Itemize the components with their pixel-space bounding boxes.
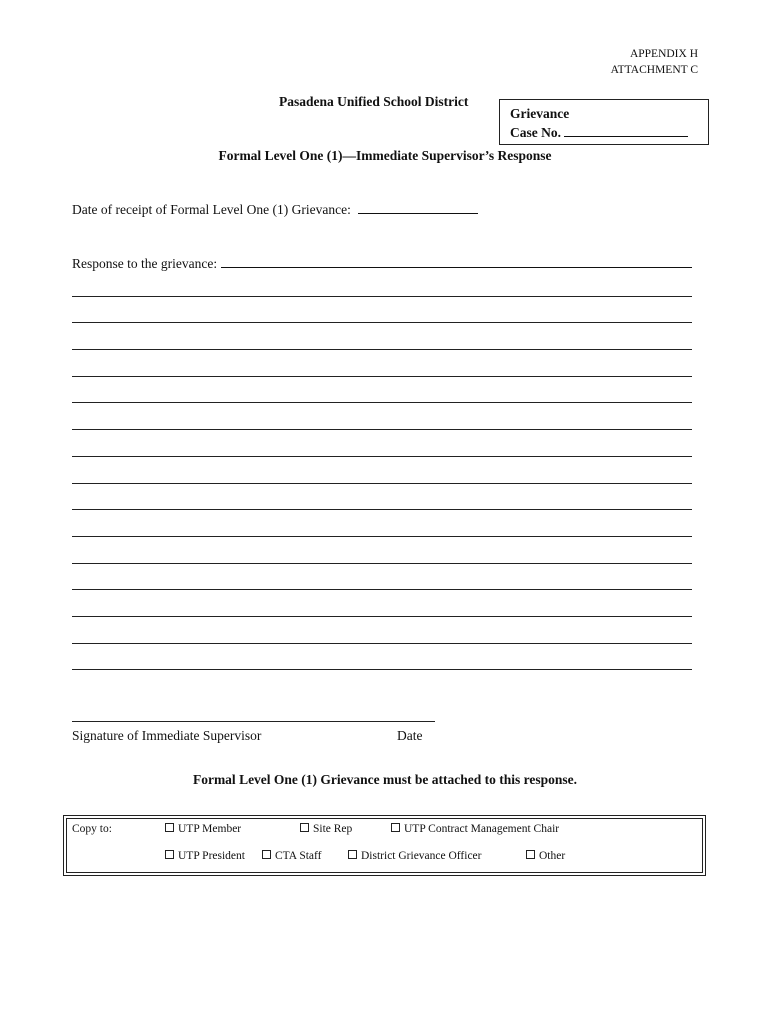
checkbox-label: UTP President <box>178 850 245 862</box>
response-line[interactable] <box>72 669 692 670</box>
response-line[interactable] <box>72 483 692 484</box>
response-line[interactable] <box>72 402 692 403</box>
signature-line[interactable] <box>72 721 435 722</box>
response-line[interactable] <box>72 536 692 537</box>
response-line[interactable] <box>72 322 692 323</box>
case-number-label: Case No. <box>510 125 561 140</box>
checkbox-site-rep[interactable] <box>300 823 352 835</box>
case-number-field[interactable] <box>564 123 688 137</box>
checkbox-label: CTA Staff <box>275 850 322 862</box>
response-line[interactable] <box>72 589 692 590</box>
checkbox-utp-contract-chair[interactable] <box>391 823 559 835</box>
checkbox-other[interactable] <box>526 850 565 862</box>
checkbox-icon <box>165 823 174 832</box>
response-line[interactable] <box>72 349 692 350</box>
checkbox-label: UTP Member <box>178 823 242 835</box>
response-line[interactable] <box>72 616 692 617</box>
signature-date-label: Date <box>397 728 423 743</box>
receipt-date-field[interactable] <box>358 201 478 214</box>
copy-to-box <box>63 815 706 876</box>
grievance-label: Grievance <box>510 106 570 121</box>
checkbox-icon <box>391 823 400 832</box>
district-title: Pasadena Unified School District <box>279 94 469 109</box>
checkbox-icon <box>262 850 271 859</box>
appendix-label: APPENDIX H <box>629 48 698 60</box>
checkbox-district-grievance-officer[interactable] <box>348 850 481 862</box>
response-line[interactable] <box>72 509 692 510</box>
checkbox-icon <box>300 823 309 832</box>
appendix-heading <box>611 46 698 78</box>
response-label: Response to the grievance: <box>72 256 218 271</box>
response-line[interactable] <box>72 456 692 457</box>
checkbox-label: Other <box>539 850 566 862</box>
form-subtitle: Formal Level One (1)—Immediate Supervisor’s Response <box>218 148 552 163</box>
attachment-note: Formal Level One (1) Grievance must be attached to this response. <box>192 772 578 787</box>
receipt-date-label: Date of receipt of Formal Level One (1) Grievance: <box>72 202 351 217</box>
case-number-row <box>510 123 708 142</box>
attachment-label: ATTACHMENT C <box>610 64 698 76</box>
checkbox-utp-president[interactable] <box>165 850 245 862</box>
checkbox-icon <box>348 850 357 859</box>
response-line[interactable] <box>72 429 692 430</box>
checkbox-icon <box>526 850 535 859</box>
checkbox-label: District Grievance Officer <box>361 850 482 862</box>
response-line[interactable] <box>72 376 692 377</box>
response-row <box>72 255 692 272</box>
signature-label: Signature of Immediate Supervisor <box>72 728 262 743</box>
checkbox-label: Site Rep <box>313 823 353 835</box>
checkbox-cta-staff[interactable] <box>262 850 321 862</box>
checkbox-utp-member[interactable] <box>165 823 241 835</box>
grievance-case-box <box>499 99 709 145</box>
receipt-date-row <box>72 201 478 218</box>
checkbox-label: UTP Contract Management Chair <box>404 823 560 835</box>
copy-to-label: Copy to: <box>72 823 112 835</box>
response-line[interactable] <box>72 296 692 297</box>
checkbox-icon <box>165 850 174 859</box>
response-line[interactable] <box>72 563 692 564</box>
response-first-line[interactable] <box>221 255 692 268</box>
response-line[interactable] <box>72 643 692 644</box>
